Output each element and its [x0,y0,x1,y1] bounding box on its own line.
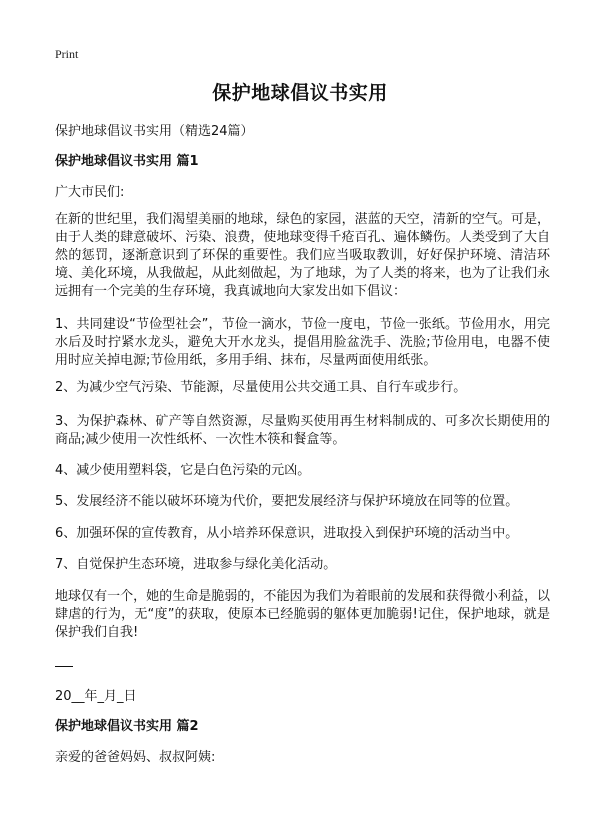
paragraph-item-3: 3、为保护森林、矿产等自然资源，尽量购买使用再生材料制成的、可多次长期使用的商品;减少使用一次性纸杯、一次性木筷和餐盒等。 [55,414,550,447]
section-heading-1: 保护地球倡议书实用 篇1 [55,154,199,169]
paragraph-item-7: 7、自觉保护生态环境，进取参与绿化美化活动。 [55,557,337,572]
signature-divider [55,666,73,667]
document-subtitle: 保护地球倡议书实用（精选24篇） [55,124,254,139]
paragraph-item-1: 1、共同建设“节俭型社会”，节俭一滴水，节俭一度电，节俭一张纸。节俭用水，用完水后及时拧紧水龙头，避免大开水龙头，提倡用脸盆洗手、洗脸;节俭用电，电器不使用时应关掉电源;节俭用纸，多用手绢、抹布，尽量两面使用纸张。 [55,317,550,368]
paragraph-item-2: 2、为减少空气污染、节能源，尽量使用公共交通工具、自行车或步行。 [55,380,467,395]
paragraph-item-5: 5、发展经济不能以破坏环境为代价，要把发展经济与保护环境放在同等的位置。 [55,494,519,509]
page-title: 保护地球倡议书实用 [212,82,388,104]
print-link[interactable]: Print [55,47,79,61]
salutation-2: 亲爱的爸爸妈妈、叔叔阿姨: [55,750,216,765]
paragraph-item-6: 6、加强环保的宣传教育，从小培养环保意识，进取投入到保护环境的活动当中。 [55,526,519,541]
paragraph-intro: 在新的世纪里，我们渴望美丽的地球，绿色的家园，湛蓝的天空，清新的空气。可是，由于人类的肆意破坏、污染、浪费，使地球变得千疮百孔、遍体鳞伤。人类受到了大自然的惩罚，逐渐意识到了环保的重要性。我们应当吸取教训，好好保护环境、清洁环境、美化环境，从我做起，从此刻做起，为了地球，为了人类的将来，也为了让我们永远拥有一个完美的生存环境，我真诚地向大家发出如下倡议： [55,212,550,299]
salutation-1: 广大市民们: [55,185,125,200]
paragraph-closing: 地球仅有一个，她的生命是脆弱的，不能因为我们为着眼前的发展和获得微小利益，以肆虐的行为，无“度”的获取，使原本已经脆弱的躯体更加脆弱!记住，保护地球，就是保护我们自我! [55,589,550,640]
date-line: 20__年_月_日 [55,689,137,704]
section-heading-2: 保护地球倡议书实用 篇2 [55,719,199,734]
paragraph-item-4: 4、减少使用塑料袋，它是白色污染的元凶。 [55,463,311,478]
